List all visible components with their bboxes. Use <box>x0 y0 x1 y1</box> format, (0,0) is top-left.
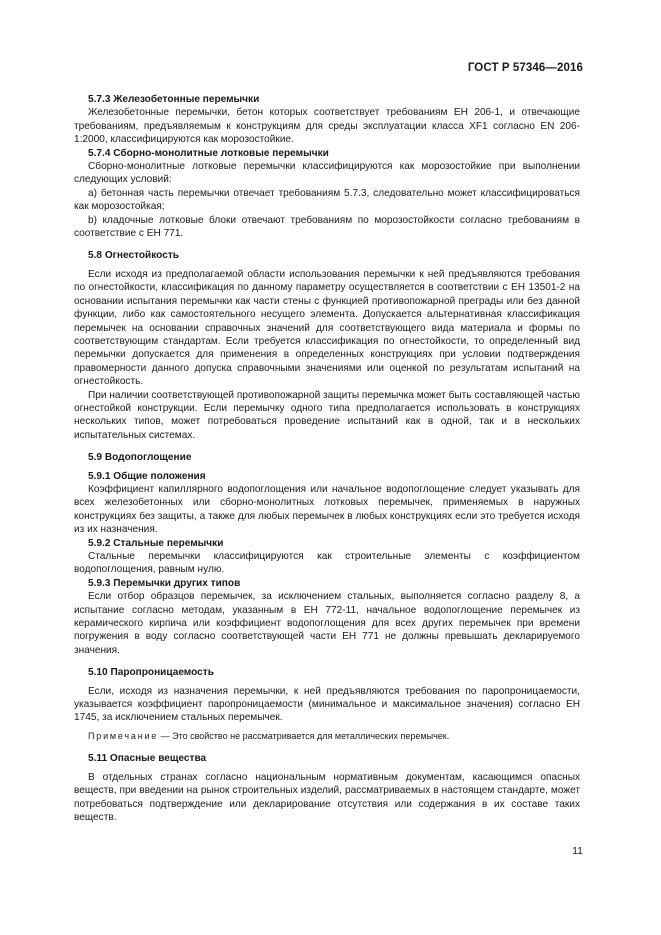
heading-5-9-2: 5.9.2 Стальные перемычки <box>88 537 224 549</box>
paragraph: Если отбор образцов перемычек, за исключением стальных, выполняется согласно разделу 8, а испытание согласно методам, указанным в ЕН 772-11, начальное водопоглощение перемычек из керамического кирпича или коэффициент водопоглощения для всех других перемычек при времени погружения в воду согласно соответствующей части ЕН 771 не должны превышать декларируемого значения. <box>74 591 580 656</box>
paragraph: Если исходя из предполагаемой области использования перемычки к ней предъявляются требования по огнестойкости, классификация по данному параметру осуществляется в соответствии с ЕН 13501-2 на основании испытания перемычки как части стены с функцией противопожарной преграды или без данной функции, либо как самостоятельного несущего элемента. Допускается альтернативная классификация перемычек на основании справочных значений для соответствующего вида материала и формы по соответствующим стандартам. Если требуется классификация по огнестойкости, то определенный вид перемычки допускается для применения в определенных конструкциях при условии подтверждения правомерности данного допуска справочными значениями или оценкой по результатам испытаний на огнестойкость. <box>74 268 580 388</box>
heading-5-7-4: 5.7.4 Сборно-монолитные лотковые перемычки <box>88 147 329 159</box>
heading-5-9-1: 5.9.1 Общие положения <box>88 470 206 482</box>
heading-5-10: 5.10 Паропроницаемость <box>88 667 214 679</box>
page-number: 11 <box>572 845 583 857</box>
paragraph: В отдельных странах согласно национальным нормативным документам, касающимся опасных веществ, при введении на рынок строительных изделий, рассматриваемых в настоящем стандарте, может потребоваться подтверждение или декларирование отсутствия или содержания в их составе таких веществ. <box>74 771 580 823</box>
list-item-b: b) кладочные лотковые блоки отвечают требованиям по морозостойкости согласно требованиям в соответствие с ЕН 771. <box>74 214 580 240</box>
heading-5-9-3: 5.9.3 Перемычки других типов <box>88 577 241 589</box>
paragraph: Железобетонные перемычки, бетон которых соответствует требованиям ЕН 206-1, и отвечающие требованиям, предъявляемым к конструкциям для среды эксплуатации класса XF1 согласно EN 206-1:2000, классифицируются как морозостойкие. <box>74 107 580 146</box>
paragraph: Стальные перемычки классифицируются как строительные элементы с коэффициентом водопоглощения, равным нулю. <box>74 551 580 576</box>
heading-5-7-3: 5.7.3 Железобетонные перемычки <box>88 94 260 105</box>
paragraph: Сборно-монолитные лотковые перемычки классифицируются как морозостойкие при выполнении следующих условий: <box>74 161 580 186</box>
paragraph: Коэффициент капиллярного водопоглощения или начальное водопоглощение следует указывать для всех железобетонных или сборно-монолитных лотковых перемычек, применяемых в наружных конструкциях без защиты, а также для любых перемычек в любых конструкциях если это требуется исходя из их назначения. <box>74 483 580 536</box>
note-text: — Это свойство не рассматривается для металлических перемычек. <box>158 730 450 741</box>
paragraph: Если, исходя из назначения перемычки, к ней предъявляются требования по паропроницаемости, указывается коэффициент паропроницаемости (минимальное и максимальное значения) согласно ЕН 1745, за исключением стальных перемычек. <box>74 685 580 724</box>
note-label: Примечание <box>88 730 159 741</box>
standard-code: ГОСТ Р 57346—2016 <box>467 62 583 74</box>
note <box>74 730 580 743</box>
page-content <box>74 93 580 824</box>
heading-5-8: 5.8 Огнестойкость <box>88 250 179 262</box>
heading-5-9: 5.9 Водопоглощение <box>88 452 192 464</box>
paragraph: При наличии соответствующей противопожарной защиты перемычка может быть составляющей частью огнестойкой конструкции. Если перемычку одного типа предполагается использовать в конструкциях нескольких типов, может потребоваться проведение испытаний как в одной, так и в нескольких испытательных системах. <box>74 389 580 441</box>
heading-5-11: 5.11 Опасные вещества <box>88 753 207 765</box>
list-item-a: а) бетонная часть перемычки отвечает требованиям 5.7.3, следовательно может классифицироваться как морозостойкая; <box>74 187 580 213</box>
